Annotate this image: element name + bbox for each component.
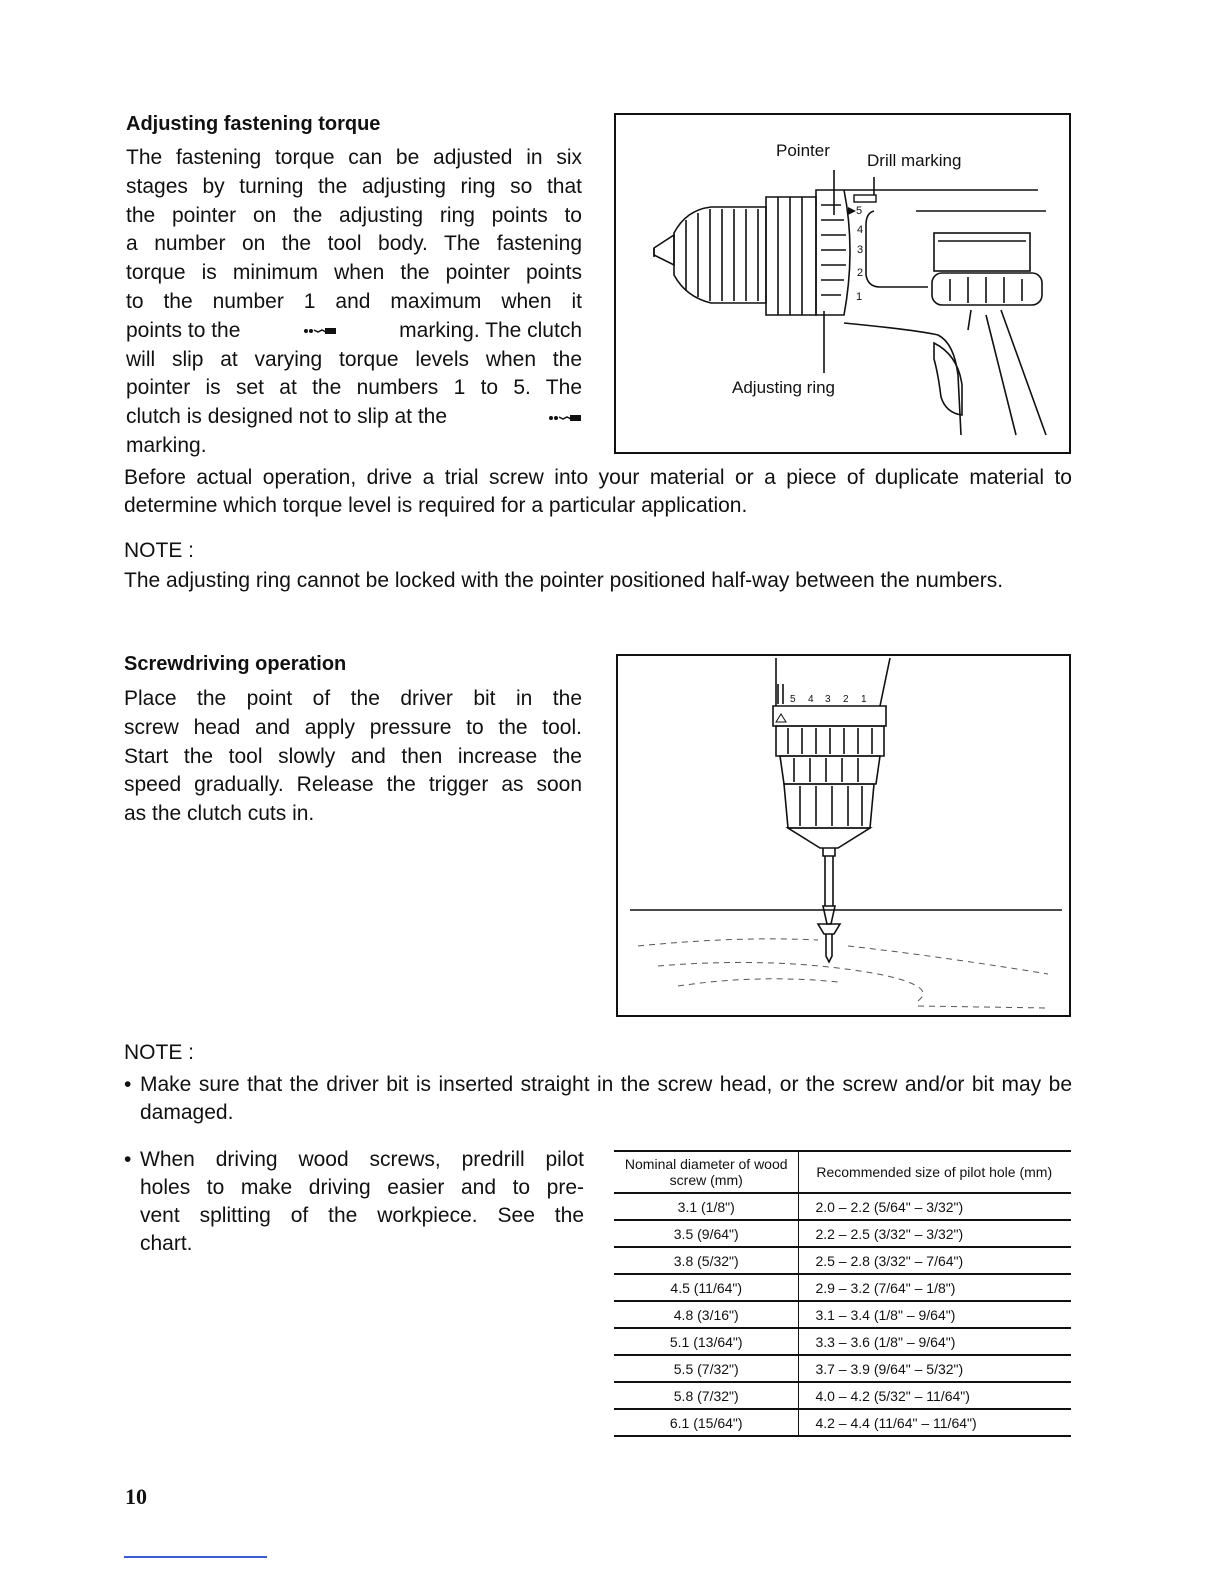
pilot-hole-cell: 3.3 – 3.6 (1/8" – 9/64"): [799, 1328, 1071, 1355]
text-line: holes to make driving easier and to pre-: [140, 1176, 584, 1199]
pilot-hole-table: [614, 1150, 1071, 1437]
text-line: [126, 317, 582, 346]
table-row: [614, 1328, 1071, 1355]
text-line: the pointer on the adjusting ring points to: [126, 203, 582, 227]
text-line: stages by turning the adjusting ring so that: [126, 174, 582, 198]
bullet-item: [124, 1071, 1072, 1127]
svg-text:3: 3: [825, 694, 831, 705]
scale-number: 2: [857, 267, 864, 279]
pilot-hole-cell: 2.5 – 2.8 (3/32" – 7/64"): [799, 1247, 1071, 1274]
figure-adjusting-ring: [614, 113, 1071, 454]
text-fragment: marking. The clutch: [399, 318, 582, 342]
bullet-text: [140, 1146, 584, 1258]
screw-diameter-cell: 4.5 (11/64"): [614, 1274, 799, 1301]
scale-number: 4: [857, 224, 864, 236]
drill-marking-icon: [303, 325, 337, 337]
bullet-dot: •: [124, 1148, 132, 1171]
screwdriving-paragraph: [124, 685, 582, 829]
text-fragment: points to the: [126, 318, 241, 342]
label-pointer: Pointer: [776, 141, 830, 160]
table-row: [614, 1355, 1071, 1382]
text-line: speed gradually. Release the trigger as soon: [124, 773, 582, 797]
svg-text:5: 5: [790, 694, 796, 705]
note-label-2: NOTE :: [124, 1041, 195, 1064]
text-line: to the number 1 and maximum when it: [126, 289, 582, 313]
screw-diameter-cell: 3.5 (9/64"): [614, 1220, 799, 1247]
bullet-dot: •: [124, 1073, 132, 1096]
svg-text:1: 1: [861, 694, 867, 705]
section-heading-torque: Adjusting fastening torque: [126, 113, 381, 135]
pilot-hole-cell: 3.1 – 3.4 (1/8" – 9/64"): [799, 1301, 1071, 1328]
section-heading-screwdriving: Screwdriving operation: [124, 653, 347, 675]
table-row: [614, 1409, 1071, 1436]
table-header-row: [614, 1151, 1071, 1193]
table-row: [614, 1193, 1071, 1220]
label-drill-marking: Drill marking: [867, 151, 962, 170]
screw-diameter-cell: 5.5 (7/32"): [614, 1355, 799, 1382]
svg-text:2: 2: [843, 694, 849, 705]
table-row: [614, 1247, 1071, 1274]
text-line: will slip at varying torque levels when the: [126, 347, 582, 371]
torque-paragraph: [126, 144, 582, 461]
text-line: a number on the tool body. The fastening: [126, 232, 582, 256]
pilot-hole-cell: 4.0 – 4.2 (5/32" – 11/64"): [799, 1382, 1071, 1409]
footer-rule: [124, 1556, 267, 1558]
note-text: The adjusting ring cannot be locked with the pointer positioned half-way between the numbers.: [124, 569, 1004, 592]
table-row: [614, 1274, 1071, 1301]
text-line: screw head and apply pressure to the tool.: [124, 715, 582, 739]
text-line: marking.: [126, 433, 207, 457]
bullet-text: Make sure that the driver bit is inserted straight in the screw head, or the screw and/or bit may be damaged.: [140, 1073, 1072, 1124]
text-line: Place the point of the driver bit in the: [124, 687, 582, 710]
pilot-hole-cell: 2.2 – 2.5 (3/32" – 3/32"): [799, 1220, 1071, 1247]
label-adjusting-ring: Adjusting ring: [732, 378, 836, 397]
note-label: NOTE :: [124, 539, 195, 562]
table-header-cell: Nominal diameter of wood screw (mm): [614, 1151, 799, 1193]
screw-diameter-cell: 3.8 (5/32"): [614, 1247, 799, 1274]
table-row: [614, 1382, 1071, 1409]
pilot-hole-cell: 2.9 – 3.2 (7/64" – 1/8"): [799, 1274, 1071, 1301]
pilot-hole-cell: 3.7 – 3.9 (9/64" – 5/32"): [799, 1355, 1071, 1382]
bullet-item: [124, 1146, 584, 1258]
screw-diameter-cell: 6.1 (15/64"): [614, 1409, 799, 1436]
drill-illustration: [616, 115, 1069, 452]
text-fragment: clutch is designed not to slip at the: [126, 405, 448, 429]
table-body: [614, 1193, 1071, 1436]
text-line: Start the tool slowly and then increase the: [124, 744, 582, 768]
scale-number: 3: [857, 244, 864, 256]
text-line: as the clutch cuts in.: [124, 802, 315, 826]
screw-diameter-cell: 4.8 (3/16"): [614, 1301, 799, 1328]
text-line: The fastening torque can be adjusted in six: [126, 146, 582, 169]
table-row: [614, 1301, 1071, 1328]
text-line: vent splitting of the workpiece. See the: [140, 1204, 584, 1227]
drill-marking-icon: [548, 412, 582, 424]
text-line: When driving wood screws, predrill pilot: [140, 1148, 584, 1171]
pilot-hole-cell: 2.0 – 2.2 (5/64" – 3/32"): [799, 1193, 1071, 1220]
text-line: torque is minimum when the pointer points: [126, 261, 582, 285]
table-header-cell: Recommended size of pilot hole (mm): [799, 1151, 1071, 1193]
screw-diameter-cell: 5.8 (7/32"): [614, 1382, 799, 1409]
screwdriving-illustration: [618, 656, 1069, 1015]
text-line: [126, 403, 582, 432]
pilot-hole-cell: 4.2 – 4.4 (11/64" – 11/64"): [799, 1409, 1071, 1436]
figure-screwdriving: [616, 654, 1071, 1017]
scale-number: 5: [856, 205, 863, 217]
screw-diameter-cell: 5.1 (13/64"): [614, 1328, 799, 1355]
page-number: 10: [125, 1484, 147, 1509]
text-line: pointer is set at the numbers 1 to 5. The: [126, 376, 582, 400]
text-line: chart.: [140, 1232, 193, 1255]
screw-diameter-cell: 3.1 (1/8"): [614, 1193, 799, 1220]
table-row: [614, 1220, 1071, 1247]
trial-screw-paragraph: Before actual operation, drive a trial screw into your material or a piece of duplicate material to determine which torque level is required for a particular application.: [124, 466, 1072, 517]
scale-number: 1: [856, 291, 863, 303]
svg-text:4: 4: [808, 694, 814, 705]
